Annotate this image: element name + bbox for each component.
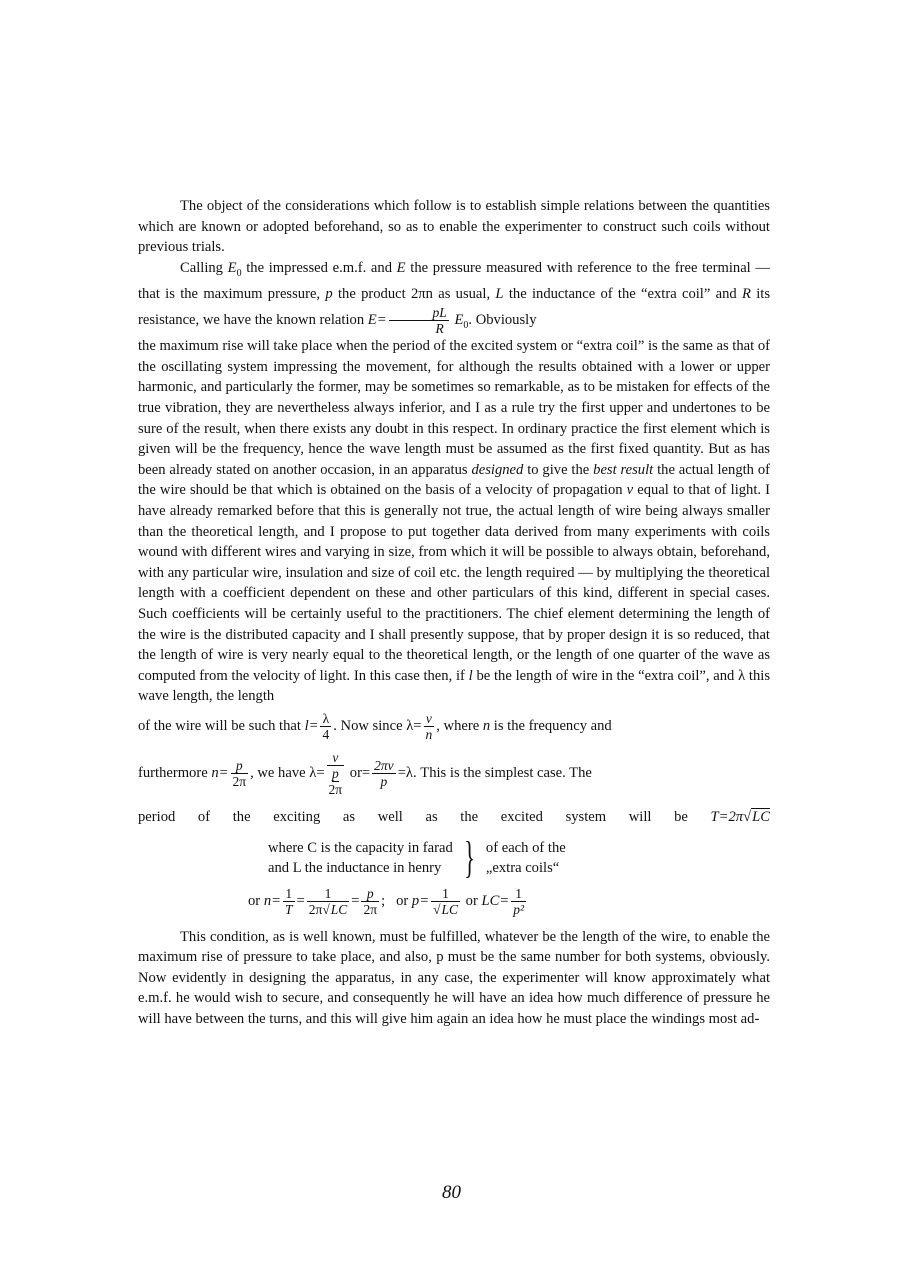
lambda-over-4: $\frac{\lambda}{4}$	[322, 710, 330, 742]
wire-length-line: of the wire will be such that l= $\frac{\lambda}{4}$ . Now since λ= $\frac{v}{n}$ , where n is the frequency and	[138, 710, 612, 742]
paragraph-2-body: the maximum rise will take place when the period of the excited system or “extra coil” is the same as that of the oscillating system impressing the movement, for although the results obtained with a lower or upper harmonic, and particularly the former, may be sometimes so remarkable, as to be mistaken for effects of the true vibration, they are nevertheless always inferior, and I as a rule try the first upper and undertones to be sure of the result, when there exists any doubt in this respect. In ordinary practice the first element which is given will be the frequency, hence the wave length must be assumed as the first fixed quantity. But as has been already stated on another occasion, in an apparatus designed to give the best result the actual length of the wire should be that which is obtained on the basis of a velocity of propagation v equal to that of light. I have already remarked before that this is generally not true, the actual length of wire being always smaller than the theoretical length, and I propose to put together data derived from many experiments with coils wound with different wires and varying in size, from which it will be possible to always obtain, beforehand, with any particular wire, insulation and size of coil etc. the length required — by multiplying the theoretical length with a coefficient dependent on these and other particulars of this kind, different in special cases. Such coefficients will be certainly useful to the practitioners. The chief element determining the length of the wire is the distributed capacity and I shall presently suppose, that by proper design it is so reduced, that the length of wire is very nearly equal to the theoretical length, or the length of one quarter of the wave as computed from the velocity of light. In this case then, if l be the length of wire in the “extra coil”, and λ this wave length, the length	[138, 338, 771, 705]
2piv-over-p: $\frac{2\pi v}{p}$	[374, 757, 394, 789]
p-over-2pi: $\frac{p}{2\pi}$	[232, 757, 247, 789]
right-brace-icon: }	[464, 832, 475, 882]
frequency-line: furthermore n= $\frac{p}{2\pi}$ , we have λ= v p 2π or= $\frac{2\pi v}{p}$ =λ. This is the simplest case. The	[138, 749, 592, 797]
paragraph-1: The object of the considerations which follow is to establish simple relations between the quantities which are known or adopted beforehand, so as to enable the experimenter to construct such coils without previous trials.	[138, 198, 770, 256]
v-over-n: $\frac{v}{n}$	[425, 710, 433, 742]
frequency-equations: or n= $\frac{1}{T}$ = $\frac{1}{2\pi√LC}$ = $\frac{p}{2\pi}$ ; or p= $\frac{1}{√LC}$ or LC= $\frac{1}{\text{p²}}$	[248, 885, 524, 917]
paragraph-3: This condition, as is well known, must be fulfilled, whatever be the length of the wire, to enable the maximum rise of pressure to take place, and also, p must be the same number for both systems, obviously. Now evidently in designing the apparatus, in any case, the experimenter will know approximately what e.m.f. he would wish to secure, and consequently he will have an idea how much difference of pressure he will have between the turns, and this will give him again an idea how he must place the windings most ad-	[138, 928, 770, 1027]
page-body	[138, 196, 770, 1029]
definitions-brace: where C is the capacity in farad and L the inductance in henry } of each of the „extra coils“	[268, 832, 566, 882]
page-number: 80	[442, 1182, 461, 1203]
paragraph-2: Calling $E_0$ the impressed e.m.f. and E the pressure measured with reference to the free terminal — that is the maximum pressure, p the product 2πn as usual, L the inductance of the “extra coil” and R its resistance, we have the known relation E= $\frac{pL}{R}$ $E_0$. Obviously	[138, 259, 771, 336]
period-line: period of the exciting as well as the excited system will be T=2π√LC	[138, 808, 770, 825]
v-over-p-over-2pi: v p 2π	[328, 749, 343, 797]
relation-fraction: $\frac{pL}{R}$	[389, 305, 449, 336]
relation-lhs: E=	[367, 311, 387, 328]
